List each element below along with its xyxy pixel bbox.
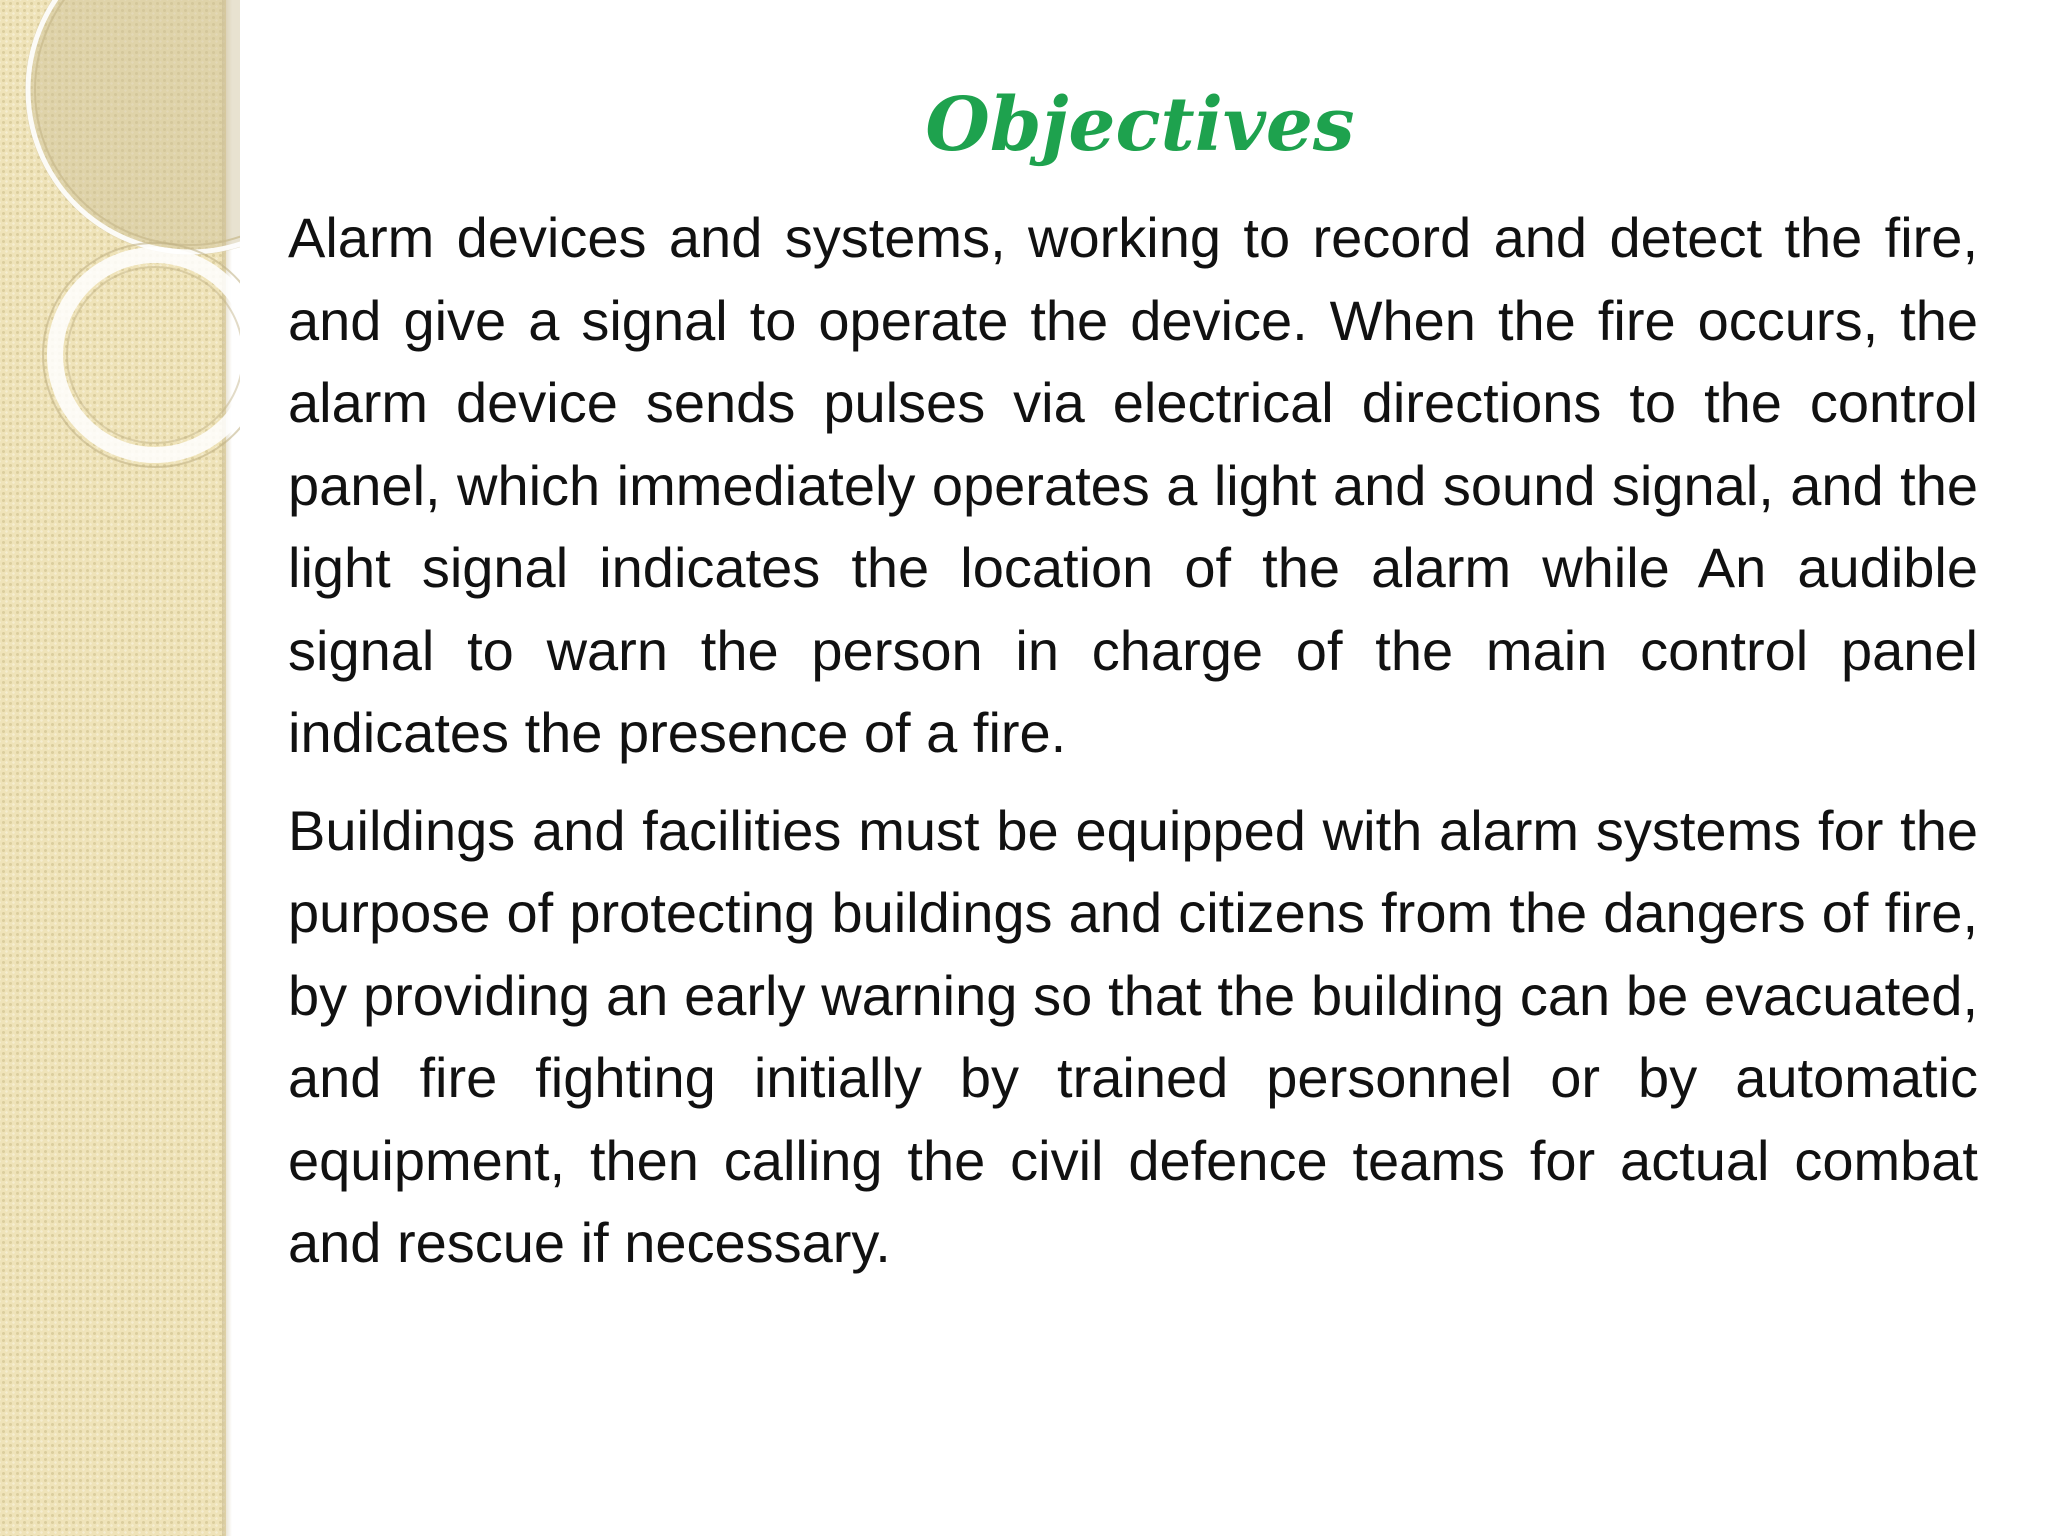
slide-title: Objectives [925, 82, 1355, 168]
slide-body [288, 197, 1978, 1285]
paragraph-buildings-facilities: Buildings and facilities must be equipped with alarm systems for the purpose of protecting buildings and citizens from the dangers of fire, by providing an early warning so that the building can be evacuated, and fire fighting initially by trained personnel or by automatic equipment, then calling the civil defence teams for actual combat and rescue if necessary. [288, 798, 1978, 1274]
paragraph-alarm-devices: Alarm devices and systems, working to record and detect the fire, and give a signal to operate the device. When the fire occurs, the alarm device sends pulses via electrical directions to the control panel, which immediately operates a light and sound signal, and the light signal indicates the location of the alarm while An audible signal to warn the person in charge of the main control panel indicates the presence of a fire. [288, 206, 1978, 764]
decorative-circles [0, 0, 240, 520]
